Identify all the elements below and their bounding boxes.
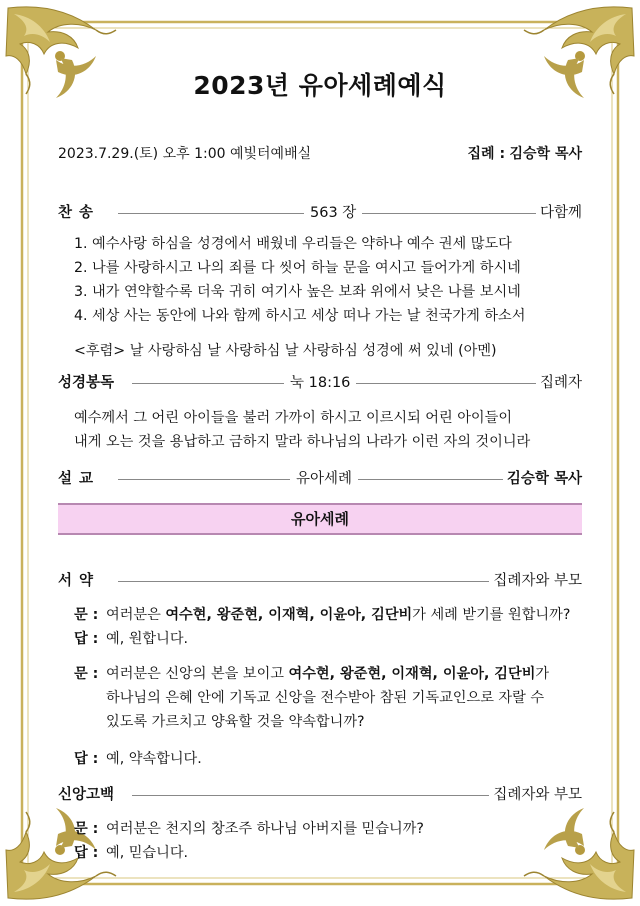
question-text: 여러분은 천지의 창조주 하나님 아버지를 믿습니까? [106,821,424,837]
officiant-name: 김승학 목사 [509,146,582,162]
vow-question-2 [74,662,574,734]
service-datetime: 2023.7.29.(토) 오후 1:00 예빛터예배실 [58,146,312,162]
creed-label: 신앙고백 [58,784,114,806]
officiant-info [468,143,582,163]
sermon-title: 유아세례 [290,468,358,490]
vow-question-1 [74,603,574,627]
q1-post: 가 세례 받기를 원합니까? [412,607,571,623]
question-label: 문 : [74,821,99,837]
creed-answer-1 [74,841,574,865]
hymn-verse-4: 4. 세상 사는 동안에 나와 함께 하시고 세상 떠나 가는 날 천국가게 하소서 [74,308,526,324]
q2-line-2: 하나님의 은혜 안에 기독교 신앙을 전수받아 참된 기독교인으로 자랄 수 [106,690,545,706]
hymn-verse-1: 1. 예수사랑 하심을 성경에서 배웠네 우리들은 약하나 예수 권세 많도다 [74,236,512,252]
scripture-line-1: 예수께서 그 어린 아이들을 불러 가까이 하시고 이르시되 어린 아이들이 [74,410,513,426]
hymn-label: 찬 송 [58,202,94,224]
hymn-verse-2: 2. 나를 사랑하시고 나의 죄를 다 씻어 하늘 문을 여시고 들어가게 하시네 [74,260,521,276]
hymn-verse-3: 3. 내가 연약할수록 더욱 귀히 여기사 높은 보좌 위에서 낮은 나를 보시네 [74,284,521,300]
creed-participants: 집례자와 부모 [489,784,582,806]
hymn-performer: 다함께 [536,202,582,224]
sermon-row [58,468,582,490]
scripture-line-2: 내게 오는 것을 용납하고 금하지 말라 하나님의 나라가 이런 자의 것이니라 [74,434,531,450]
document-page [58,0,582,906]
question-label: 문 : [74,666,99,682]
q1-pre: 여러분은 [106,607,161,623]
answer-text: 예, 믿습니다. [106,845,189,861]
officiant-label: 집례 : [467,146,506,162]
vow-row [58,570,582,592]
q2-post: 가 [535,666,550,682]
q1-names: 여수현, 왕준현, 이재혁, 이윤아, 김단비 [165,607,413,623]
hymn-row [58,202,582,224]
q2-line-3: 있도록 가르치고 양육할 것을 약속합니까? [106,714,365,730]
section-banner: 유아세례 [58,503,582,535]
scripture-reference: 눅 18:16 [284,372,356,394]
scripture-reader: 집례자 [536,372,582,394]
question-label: 문 : [74,607,99,623]
sermon-preacher: 김승학 목사 [503,468,582,490]
vow-participants: 집례자와 부모 [489,570,582,592]
creed-row [58,784,582,806]
scripture-row [58,372,582,394]
q2-names: 여수현, 왕준현, 이재혁, 이윤아, 김단비 [288,666,536,682]
scripture-label: 성경봉독 [58,372,114,394]
answer-text: 예, 원합니다. [106,631,189,647]
sermon-label: 설 교 [58,468,94,490]
q2-pre: 여러분은 신앙의 본을 보이고 [106,666,284,682]
page-title: 2023년 유아세례예식 [193,71,447,100]
answer-label: 답 : [74,751,99,767]
creed-question-1 [74,817,574,841]
answer-label: 답 : [74,631,99,647]
answer-text: 예, 약속합니다. [106,751,202,767]
hymn-refrain: <후렴> 날 사랑하심 날 사랑하심 날 사랑하심 성경에 써 있네 (아멘) [74,343,497,359]
vow-answer-1 [74,627,574,651]
vow-label: 서 약 [58,570,94,592]
vow-answer-2 [74,747,574,771]
answer-label: 답 : [74,845,99,861]
hymn-number: 563 장 [304,202,362,224]
